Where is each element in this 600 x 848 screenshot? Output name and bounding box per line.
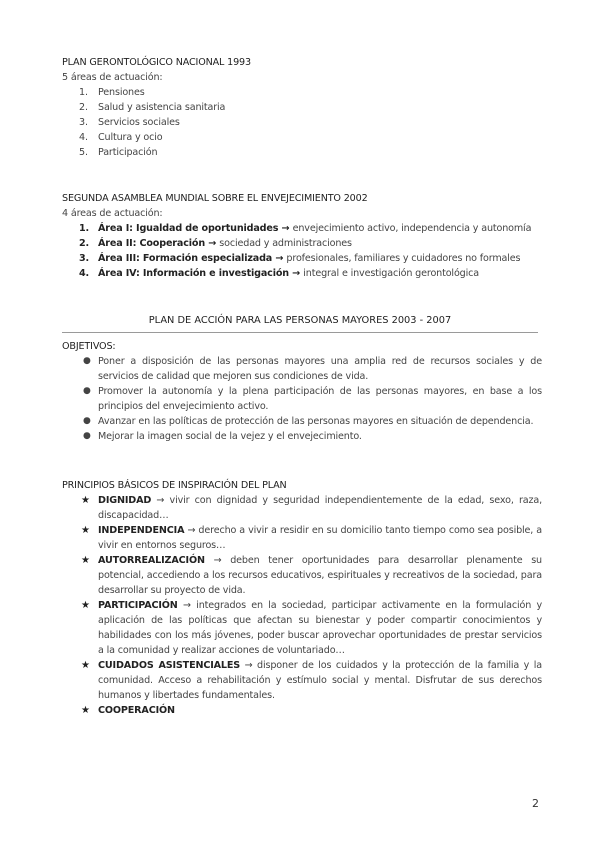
section-subtitle: 5 áreas de actuación: bbox=[62, 72, 163, 83]
list-item: 1. Pensiones bbox=[79, 87, 145, 98]
page-number: 2 bbox=[532, 797, 539, 810]
section-asamblea-2002 bbox=[62, 191, 542, 281]
list-item: 5. Participación bbox=[79, 147, 158, 158]
page-title: PLAN DE ACCIÓN PARA LAS PERSONAS MAYORES 2003 - 2007 bbox=[148, 315, 452, 326]
star-icon: ★ bbox=[81, 495, 90, 506]
objetivos-list bbox=[62, 354, 542, 444]
areas-list bbox=[62, 85, 542, 160]
principios-section bbox=[62, 478, 542, 718]
principios-label: PRINCIPIOS BÁSICOS DE INSPIRACIÓN DEL PLAN bbox=[62, 480, 287, 491]
list-item: 3. Servicios sociales bbox=[79, 117, 180, 128]
list-item: ★ PARTICIPACIÓN → integrados en la sociedad, participar activamente en la formulación y aplicación de las políticas que afectan su bienestar y poder compartir conocimientos y habilidades con los más jóvenes, poder buscar aprovechar oportunidades de prestar servicios a la comunidad y realizar acciones de voluntariado… bbox=[81, 600, 542, 656]
list-item: 2. Área II: Cooperación → sociedad y administraciones bbox=[79, 238, 352, 249]
list-item: ★ CUIDADOS ASISTENCIALES → disponer de los cuidados y la protección de la familia y la comunidad. Acceso a rehabilitación y estímulo social y mental. Disfrutar de sus derechos humanos y libertades fundamentales. bbox=[81, 660, 542, 701]
section-title: SEGUNDA ASAMBLEA MUNDIAL SOBRE EL ENVEJECIMIENTO 2002 bbox=[62, 193, 368, 204]
star-icon: ★ bbox=[81, 705, 90, 716]
list-item: 4. Cultura y ocio bbox=[79, 132, 163, 143]
principios-list bbox=[62, 493, 542, 718]
star-icon: ★ bbox=[81, 600, 90, 611]
section-plan-1993 bbox=[62, 55, 542, 160]
bullet-icon: ● bbox=[83, 386, 91, 396]
divider bbox=[62, 332, 538, 333]
objetivos-section bbox=[62, 339, 542, 444]
list-item: ★ COOPERACIÓN bbox=[81, 705, 175, 716]
list-item: ★ DIGNIDAD → vivir con dignidad y seguridad independientemente de la edad, sexo, raza, discapacidad… bbox=[81, 495, 542, 521]
list-item: ★ INDEPENDENCIA → derecho a vivir a residir en su domicilio tanto tiempo como sea posible, a vivir en entornos seguros… bbox=[81, 525, 542, 551]
star-icon: ★ bbox=[81, 525, 90, 536]
list-item: ★ AUTORREALIZACIÓN → deben tener oportunidades para desarrollar plenamente su potencial, accediendo a los recursos educativos, espirituales y recreativos de la sociedad, para desarrollar su proyecto de vida. bbox=[81, 555, 542, 596]
section-subtitle: 4 áreas de actuación: bbox=[62, 208, 163, 219]
list-item: ● Avanzar en las políticas de protección de las personas mayores en situación de dependencia. bbox=[83, 416, 534, 427]
star-icon: ★ bbox=[81, 555, 90, 566]
list-item: 3. Área III: Formación especializada → profesionales, familiares y cuidadores no formales bbox=[79, 253, 521, 264]
star-icon: ★ bbox=[81, 660, 90, 671]
bullet-icon: ● bbox=[83, 356, 91, 366]
objetivos-label: OBJETIVOS: bbox=[62, 341, 116, 352]
bullet-icon: ● bbox=[83, 416, 91, 426]
list-item: ● Promover la autonomía y la plena participación de las personas mayores, en base a los principios del envejecimiento activo. bbox=[83, 386, 542, 412]
list-item: ● Poner a disposición de las personas mayores una amplia red de recursos sociales y de servicios de calidad que mejoren sus condiciones de vida. bbox=[83, 356, 542, 382]
section-title: PLAN GERONTOLÓGICO NACIONAL 1993 bbox=[62, 57, 251, 68]
list-item: 2. Salud y asistencia sanitaria bbox=[79, 102, 226, 113]
bullet-icon: ● bbox=[83, 431, 91, 441]
list-item: 4. Área IV: Información e investigación → integral e investigación gerontológica bbox=[79, 268, 479, 279]
list-item: 1. Área I: Igualdad de oportunidades → envejecimiento activo, independencia y autonomía bbox=[79, 223, 532, 234]
areas-list bbox=[62, 221, 542, 281]
list-item: ● Mejorar la imagen social de la vejez y el envejecimiento. bbox=[83, 431, 362, 442]
